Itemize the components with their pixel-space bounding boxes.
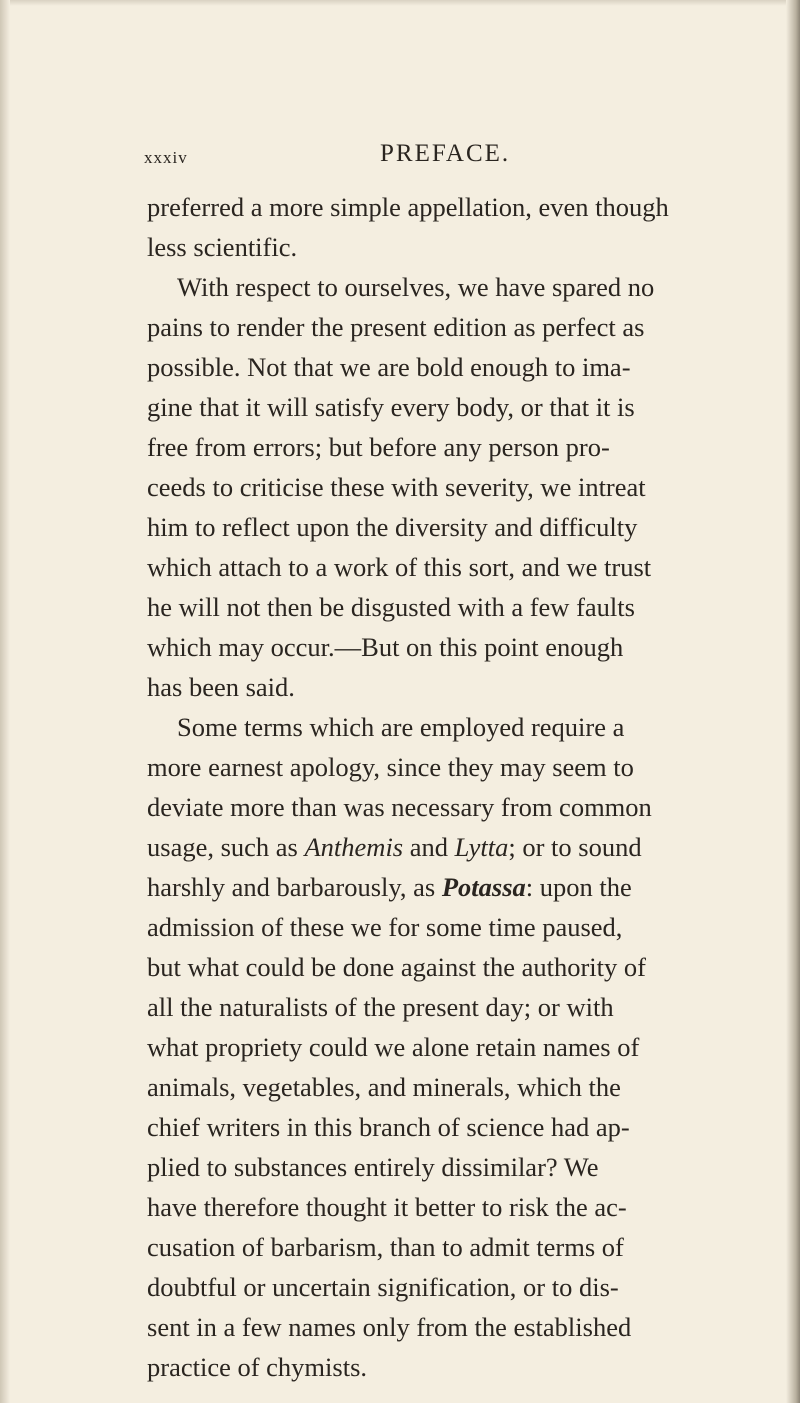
page-right-edge xyxy=(786,0,800,1403)
text-line: free from errors; but before any person pro- xyxy=(147,432,610,462)
text-line: he will not then be disgusted with a few faults xyxy=(147,592,635,622)
text-line: what propriety could we alone retain names of xyxy=(147,1032,640,1062)
text-line: animals, vegetables, and minerals, which the xyxy=(147,1072,621,1102)
text-line: him to reflect upon the diversity and difficulty xyxy=(147,512,638,542)
text-line: plied to substances entirely dissimilar? We xyxy=(147,1152,599,1182)
page-header xyxy=(144,140,704,180)
text-line: deviate more than was necessary from common xyxy=(147,792,652,822)
running-title: PREFACE. xyxy=(380,140,511,167)
text-line: doubtful or uncertain signification, or to dis- xyxy=(147,1272,619,1302)
text-line: less scientific. xyxy=(147,232,298,262)
text-line: pains to render the present edition as perfect as xyxy=(147,312,645,342)
body-text xyxy=(147,187,707,1387)
italic-term: Potassa xyxy=(441,872,526,902)
text-line xyxy=(147,827,707,867)
text-line: have therefore thought it better to risk the ac- xyxy=(147,1192,627,1222)
text-line: preferred a more simple appellation, even though xyxy=(147,192,669,222)
text-segment: usage, such as xyxy=(147,832,305,862)
text-segment: harshly and barbarously, as xyxy=(147,872,442,902)
italic-term: Lytta xyxy=(454,832,509,862)
text-line: ceeds to criticise these with severity, we intreat xyxy=(147,472,646,502)
text-segment: ; or to sound xyxy=(508,832,642,862)
text-line: which may occur.—But on this point enough xyxy=(147,632,624,662)
page-number: xxxiv xyxy=(144,148,188,167)
text-line: admission of these we for some time paused, xyxy=(147,912,623,942)
text-line: practice of chymists. xyxy=(147,1352,368,1382)
text-segment: and xyxy=(403,832,455,862)
text-line: Some terms which are employed require a xyxy=(177,712,625,742)
text-line: gine that it will satisfy every body, or that it is xyxy=(147,392,635,422)
page-left-edge xyxy=(0,0,10,1403)
text-line: has been said. xyxy=(147,672,295,702)
text-line: which attach to a work of this sort, and we trust xyxy=(147,552,652,582)
italic-term: Anthemis xyxy=(304,832,404,862)
text-line: With respect to ourselves, we have spared no xyxy=(177,272,655,302)
text-line: more earnest apology, since they may seem to xyxy=(147,752,634,782)
page-top-edge xyxy=(0,0,800,6)
text-line: cusation of barbarism, than to admit terms of xyxy=(147,1232,624,1262)
text-line: all the naturalists of the present day; or with xyxy=(147,992,614,1022)
text-line: chief writers in this branch of science had ap- xyxy=(147,1112,630,1142)
text-line: possible. Not that we are bold enough to ima- xyxy=(147,352,631,382)
text-line: sent in a few names only from the established xyxy=(147,1312,632,1342)
text-line xyxy=(147,867,707,907)
text-line: but what could be done against the authority of xyxy=(147,952,646,982)
text-segment: : upon the xyxy=(525,872,632,902)
